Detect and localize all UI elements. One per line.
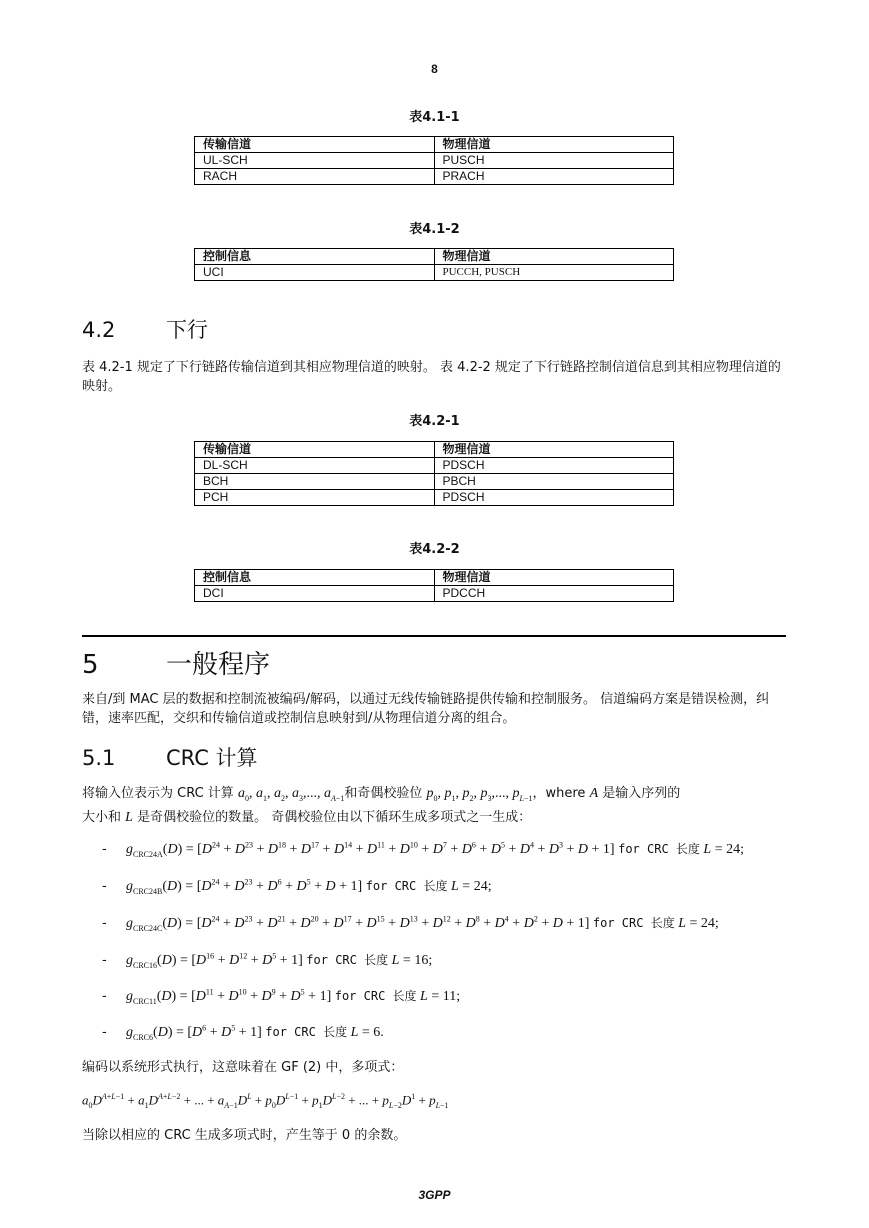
table-header-cell: 控制信息 xyxy=(195,570,435,586)
polynomial-crc24c: $g_{CRC24C}(D) = [D^{24} + D^{23} + D^{21} + D^{20} + D^{17} + D^{15} + D^{13} + D^{12} + D^8 + D^4 + D^2 + D + 1]$ for CRC 长度 L = 24; xyxy=(126,914,719,933)
bullet: - xyxy=(102,989,107,1004)
section-title: 下行 xyxy=(166,318,208,342)
table-4-1-1 xyxy=(194,136,674,185)
table-4-1-2 xyxy=(194,248,674,281)
table-cell: RACH xyxy=(195,169,435,185)
section-4-2-text: 表 4.2-1 规定了下行链路传输信道到其相应物理信道的映射。 表 4.2-2 规定了下行链路控制信道信息到其相应物理信道的映射。 xyxy=(82,360,781,394)
table-row xyxy=(195,474,674,490)
poly-name: CRC16 xyxy=(133,960,158,970)
section-title: CRC 计算 xyxy=(166,746,258,770)
section-heading-4-2 xyxy=(82,314,208,344)
input-sequence-formula: $a_0$, $a_1$, $a_2$, $a_3$,..., $a_{A-1}$ xyxy=(237,786,345,803)
table-cell: PBCH xyxy=(434,474,674,490)
intro-text: 是奇偶校验位的数量。 奇偶校验位由以下循环生成多项式之一生成： xyxy=(137,809,532,825)
poly-length: 6 xyxy=(373,1025,381,1040)
section-heading-5-1 xyxy=(82,742,258,772)
bullet: - xyxy=(102,916,107,931)
section-title: 一般程序 xyxy=(166,650,271,680)
section-heading-5 xyxy=(82,644,270,681)
polynomial-crc11: $g_{CRC11}(D) = [D^{11} + D^{10} + D^9 + D^5 + 1]$ for CRC 长度 L = 11; xyxy=(126,987,461,1006)
intro-text: 将输入位表示为 CRC 计算 xyxy=(82,786,234,801)
parity-bits-formula: $p_0$, $p_1$, $p_2$, $p_3$,..., $p_{L-1}$ xyxy=(426,786,533,803)
table-row xyxy=(195,586,674,602)
variable-L: L xyxy=(125,809,133,825)
poly-length: 24 xyxy=(473,879,488,894)
table-cell: PCH xyxy=(195,490,435,506)
table-row xyxy=(195,265,674,281)
table-cell: PUCCH, PUSCH xyxy=(434,265,674,281)
poly-name: CRC6 xyxy=(133,1032,154,1042)
table-caption: 表4.2-2 xyxy=(409,542,460,557)
poly-length: 16 xyxy=(414,953,429,968)
table-header-row xyxy=(195,570,674,586)
section-5-1-intro xyxy=(82,784,802,827)
bullet: - xyxy=(102,842,107,857)
poly-length: 24 xyxy=(726,842,741,857)
table-header-cell: 物理信道 xyxy=(434,249,674,265)
table-caption: 表4.1-2 xyxy=(409,222,460,237)
table-row xyxy=(195,169,674,185)
poly-suffix: for CRC 长度 xyxy=(365,879,448,893)
table-header-cell: 传输信道 xyxy=(195,137,435,153)
section-number: 4.2 xyxy=(82,318,116,342)
intro-text: 是输入序列的 xyxy=(602,786,681,801)
poly-suffix: for CRC 长度 xyxy=(618,842,700,856)
remainder-text: 当除以相应的 CRC 生成多项式时，产生等于 0 的余数。 xyxy=(82,1128,407,1143)
table-header-cell: 物理信道 xyxy=(434,442,674,458)
table-4-2-1 xyxy=(194,441,674,506)
page-number: 8 xyxy=(431,62,438,76)
table-cell: PRACH xyxy=(434,169,674,185)
bullet: - xyxy=(102,1025,107,1040)
table-header-row xyxy=(195,137,674,153)
table-row xyxy=(195,458,674,474)
polynomial-crc24a: $g_{CRC24A}(D) = [D^{24} + D^{23} + D^{18} + D^{17} + D^{14} + D^{11} + D^{10} + D^7 + D^6 + D^5 + D^4 + D^3 + D + 1]$ for CRC 长度 L = 24; xyxy=(126,840,744,859)
poly-name: CRC11 xyxy=(133,996,157,1006)
table-header-row xyxy=(195,442,674,458)
variable-A: A xyxy=(589,786,599,801)
table-row xyxy=(195,490,674,506)
systematic-polynomial: $a_0D^{A+L-1} + a_1D^{A+L-2}$ + ... + $a_{A-1}D^L + p_0D^{L-1} + p_1D^{L-2}$ + ... + $p_{L-2}D^1 + p_{L-1}$ xyxy=(82,1092,449,1110)
intro-text: 和奇偶校验位 xyxy=(344,786,423,801)
section-5-text: 来自/到 MAC 层的数据和控制流被编码/解码，以通过无线传输链路提供传输和控制服务。 信道编码方案是错误检测，纠错，速率匹配，交织和传输信道或控制信息映射到/从物理信道分离的组合。 xyxy=(82,692,770,726)
table-cell: UCI xyxy=(195,265,435,281)
bullet: - xyxy=(102,953,107,968)
section-divider xyxy=(82,635,786,637)
table-caption: 表4.1-1 xyxy=(409,110,460,125)
table-header-cell: 物理信道 xyxy=(434,570,674,586)
table-header-cell: 传输信道 xyxy=(195,442,435,458)
footer: 3GPP xyxy=(418,1188,451,1202)
poly-name: CRC24B xyxy=(133,886,163,896)
table-cell: PDSCH xyxy=(434,458,674,474)
polynomial-crc16: $g_{CRC16}(D) = [D^{16} + D^{12} + D^5 + 1]$ for CRC 长度 L = 16; xyxy=(126,951,433,970)
section-number: 5.1 xyxy=(82,746,116,770)
table-caption: 表4.2-1 xyxy=(409,414,460,429)
polynomial-crc6: $g_{CRC6}(D) = [D^6 + D^5 + 1]$ for CRC 长度 L = 6. xyxy=(126,1023,384,1042)
table-cell: PDCCH xyxy=(434,586,674,602)
table-cell: DL-SCH xyxy=(195,458,435,474)
table-header-cell: 物理信道 xyxy=(434,137,674,153)
table-cell: BCH xyxy=(195,474,435,490)
section-number: 5 xyxy=(82,650,99,680)
table-4-2-2 xyxy=(194,569,674,602)
table-cell: UL-SCH xyxy=(195,153,435,169)
table-row xyxy=(195,153,674,169)
poly-length: 11 xyxy=(442,989,457,1004)
poly-name: CRC24C xyxy=(133,923,163,933)
poly-suffix: for CRC 长度 xyxy=(306,953,389,967)
systematic-text: 编码以系统形式执行，这意味着在 GF (2) 中，多项式： xyxy=(82,1060,404,1075)
table-cell: DCI xyxy=(195,586,435,602)
polynomial-crc24b: $g_{CRC24B}(D) = [D^{24} + D^{23} + D^6 + D^5 + D + 1]$ for CRC 长度 L = 24; xyxy=(126,877,492,896)
poly-name: CRC24A xyxy=(133,849,163,859)
table-header-row xyxy=(195,249,674,265)
table-cell: PUSCH xyxy=(434,153,674,169)
table-header-cell: 控制信息 xyxy=(195,249,435,265)
poly-suffix: for CRC 长度 xyxy=(334,989,417,1003)
table-cell: PDSCH xyxy=(434,490,674,506)
intro-text: ，where xyxy=(532,786,586,801)
poly-suffix: for CRC 长度 xyxy=(265,1025,348,1039)
poly-length: 24 xyxy=(700,916,715,931)
intro-text: 大小和 xyxy=(82,809,122,825)
bullet: - xyxy=(102,879,107,894)
poly-suffix: for CRC 长度 xyxy=(592,916,675,930)
